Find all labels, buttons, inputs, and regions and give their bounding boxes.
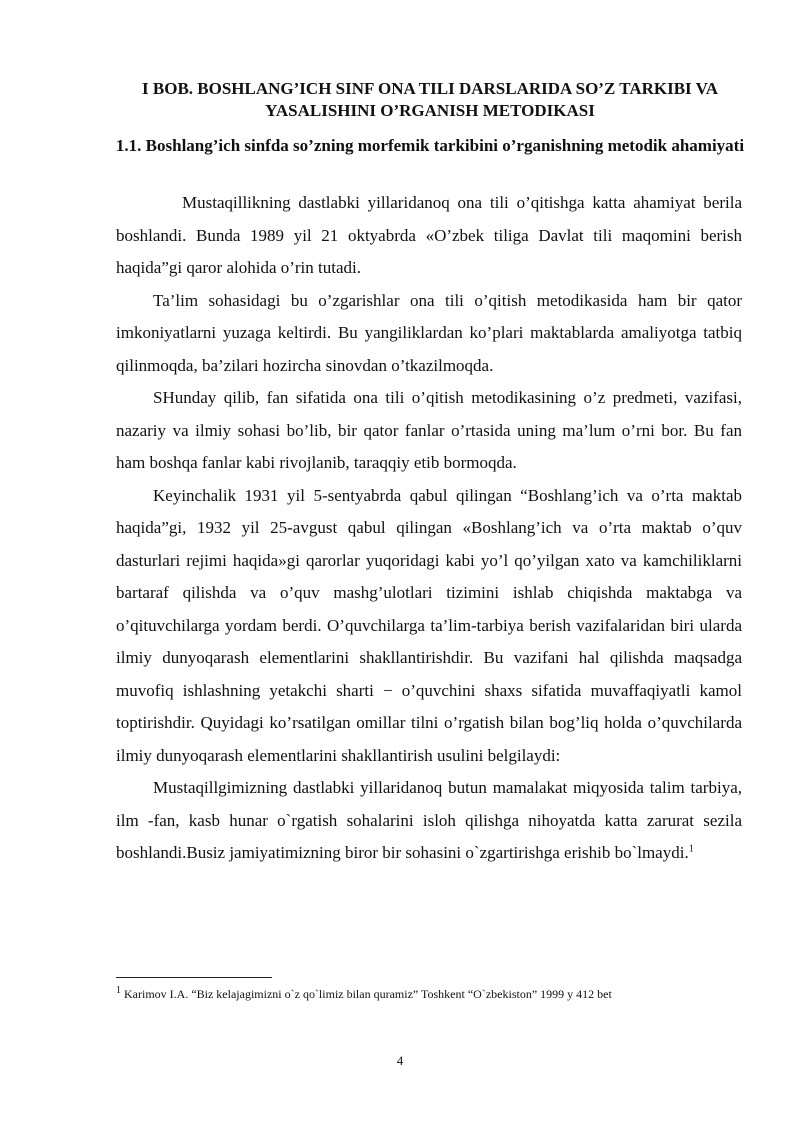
- paragraph-2: Ta’lim sohasidagi bu o’zgarishlar ona tili o’qitish metodikasida ham bir qator imkoniyatlarni yuzaga keltirdi. Bu yangiliklardan ko’plari maktablarda amaliyotga tatbiq qilinmoqda, ba’zilari hozircha sinovdan o’tkazilmoqda.: [116, 290, 742, 375]
- footnote-marker: 1: [116, 985, 121, 996]
- paragraph-5-text: Mustaqillgimizning dastlabki yillaridanoq butun mamalakat miqyosida talim tarbiya, ilm -fan, kasb hunar o`rgatish sohalarini isloh qilishga nihoyatda katta zarurat sezila boshlandi.Busiz jamiyatimizning biror bir sohasini o`zgartirishga erishib bo`lmaydi.: [116, 778, 742, 862]
- paragraph-5: [116, 772, 742, 870]
- paragraph-4: Keyinchalik 1931 yil 5-sentyabrda qabul qilingan “Boshlang’ich va o’rta maktab haqida”gi, 1932 yil 25-avgust qabul qilingan «Boshlang’ich va o’rta maktab o’quv dasturlari rejimi haqida»gi qarorlar yuqoridagi kabi yo’l qo’yilgan xato va kamchiliklarni bartaraf qilishda va o’quv mashg’ulotlari tizimini ishlab chiqishda maktabga va o’qituvchilarga yordam berdi. O’quvchilarga ta’lim-tarbiya berish vazifalaridan biri ularda ilmiy dunyoqarash elementlarini shakllantirishdir. Bu vazifani hal qilishda maqsadga muvofiq ishlashning yetakchi sharti − o’quvchini shaxs sifatida muvaffaqiyatli kamol toptirishdir. Quyidagi ko’rsatilgan omillar tilni o’rgatish bilan bog’liq holda o’quvchilarda ilmiy dunyoqarash elementlarini shakllantirish usulini belgilaydi:: [116, 485, 742, 765]
- footnote: [116, 986, 756, 1002]
- section-title: 1.1. Boshlang’ich sinfda so’zning morfemik tarkibini o’rganishning metodik ahamiyati: [115, 136, 745, 155]
- footnote-divider: [116, 977, 272, 978]
- body-text: [116, 187, 742, 870]
- footnote-reference[interactable]: 1: [688, 843, 694, 855]
- chapter-title: I BOB. BOSHLANG’ICH SINF ONA TILI DARSLARIDA SO’Z TARKIBI VA YASALISHINI O’RGANISH METODIKASI: [142, 79, 718, 120]
- paragraph-3: SHunday qilib, fan sifatida ona tili o’qitish metodikasining o’z predmeti, vazifasi, nazariy va ilmiy sohasi bo’lib, bir qator fanlar o’rtasida uning ma’lum o’rni bor. Bu fan ham boshqa fanlar kabi rivojlanib, taraqqiy etib bormoqda.: [116, 388, 742, 472]
- page-number: 4: [396, 1053, 404, 1068]
- footnote-text: Karimov I.A. “Biz kelajagimizni o`z qo`limiz bilan quramiz” Toshkent “O`zbekiston” 1999 y 412 bet: [124, 987, 612, 1001]
- paragraph-1: Mustaqillikning dastlabki yillaridanoq ona tili o’qitishga katta ahamiyat berila boshlandi. Bunda 1989 yil 21 oktyabrda «O’zbek tiliga Davlat tili maqomini berish haqida”gi qaror alohida o’rin tutadi.: [116, 193, 742, 277]
